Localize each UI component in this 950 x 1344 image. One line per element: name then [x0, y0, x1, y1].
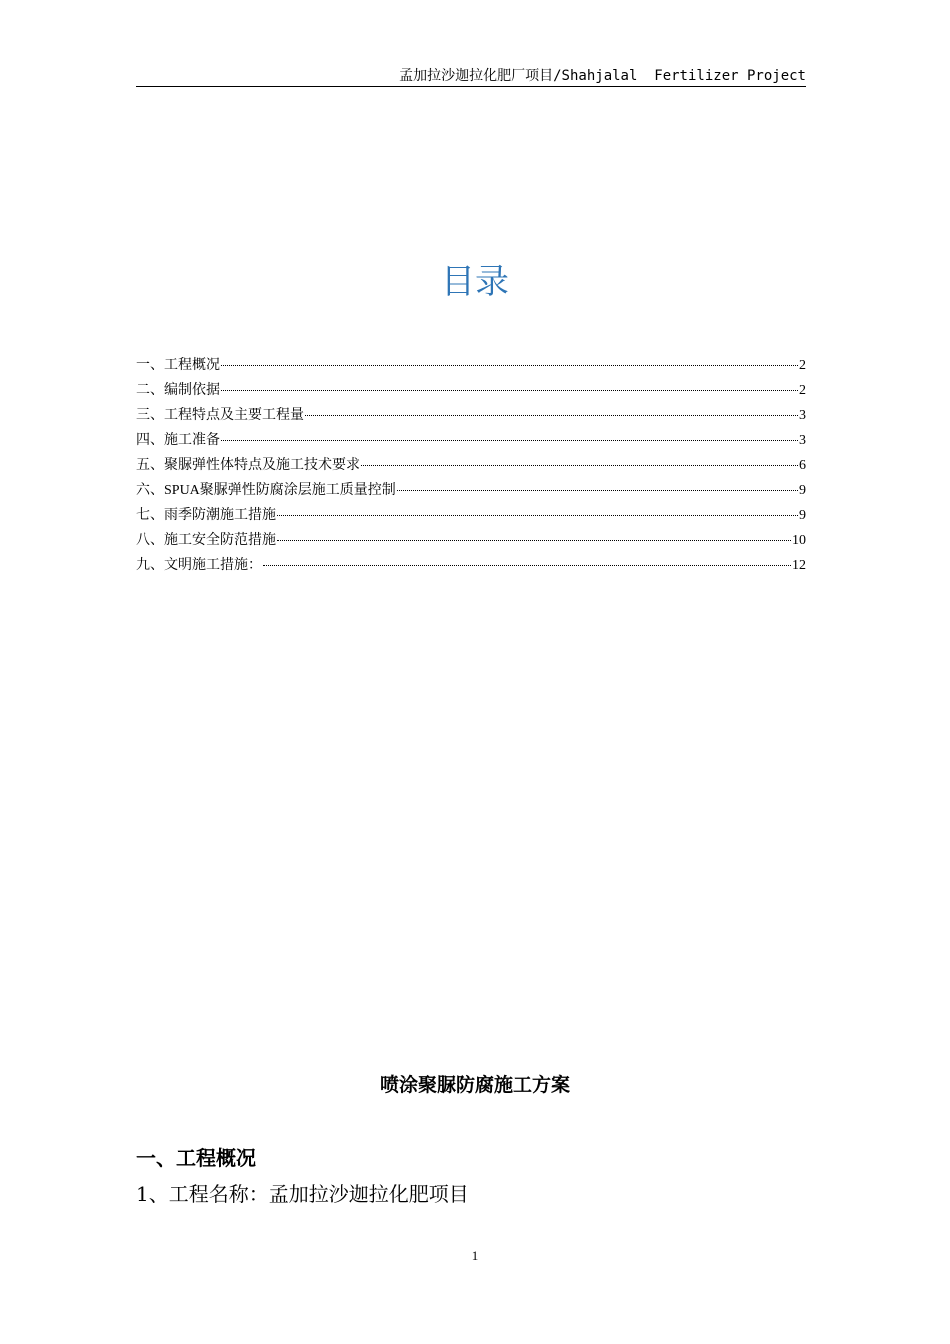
toc-entry[interactable]: [136, 554, 806, 579]
toc-leader-dots: [221, 440, 798, 441]
toc-entry-page: 2: [799, 383, 806, 398]
header-text: 孟加拉沙迦拉化肥厂项目/Shahjalal Fertilizer Project: [399, 68, 806, 84]
toc-leader-dots: [221, 365, 798, 366]
toc-leader-dots: [263, 565, 791, 566]
toc-entry[interactable]: [136, 454, 806, 479]
toc-entry-label: 五、聚脲弹性体特点及施工技术要求: [136, 458, 360, 473]
toc-entry[interactable]: [136, 379, 806, 404]
body-paragraph: 1、工程名称：孟加拉沙迦拉化肥项目: [136, 1182, 469, 1206]
document-title: 喷涂聚脲防腐施工方案: [379, 1074, 570, 1096]
toc-leader-dots: [277, 540, 791, 541]
toc-leader-dots: [397, 490, 798, 491]
section-heading: 一、工程概况: [136, 1146, 256, 1170]
toc-leader-dots: [221, 390, 798, 391]
page-header: [136, 66, 806, 87]
toc-entry[interactable]: [136, 504, 806, 529]
toc-entry-page: 12: [792, 558, 806, 573]
toc-entry-label: 八、施工安全防范措施: [136, 533, 276, 548]
toc-leader-dots: [277, 515, 798, 516]
toc-entry-label: 九、文明施工措施：: [136, 558, 262, 573]
toc-entry-label: 七、雨季防潮施工措施: [136, 508, 276, 523]
toc-entry-label: 四、施工准备: [136, 433, 220, 448]
toc-entry[interactable]: [136, 529, 806, 554]
toc-entry[interactable]: [136, 354, 806, 379]
toc-entry[interactable]: [136, 429, 806, 454]
table-of-contents: [136, 354, 806, 579]
toc-entry-page: 9: [799, 483, 806, 498]
toc-entry-page: 2: [799, 358, 806, 373]
toc-entry-label: 六、SPUA聚脲弹性防腐涂层施工质量控制: [136, 483, 396, 498]
toc-entry-page: 10: [792, 533, 806, 548]
page-number: 1: [471, 1248, 479, 1263]
toc-entry-label: 一、工程概况: [136, 358, 220, 373]
toc-entry-label: 三、工程特点及主要工程量: [136, 408, 304, 423]
toc-entry-label: 二、编制依据: [136, 383, 220, 398]
toc-entry[interactable]: [136, 479, 806, 504]
toc-entry-page: 6: [799, 458, 806, 473]
toc-entry[interactable]: [136, 404, 806, 429]
toc-title: 目录: [441, 262, 509, 302]
toc-leader-dots: [305, 415, 798, 416]
toc-leader-dots: [361, 465, 798, 466]
toc-entry-page: 3: [799, 433, 806, 448]
toc-entry-page: 9: [799, 508, 806, 523]
toc-entry-page: 3: [799, 408, 806, 423]
